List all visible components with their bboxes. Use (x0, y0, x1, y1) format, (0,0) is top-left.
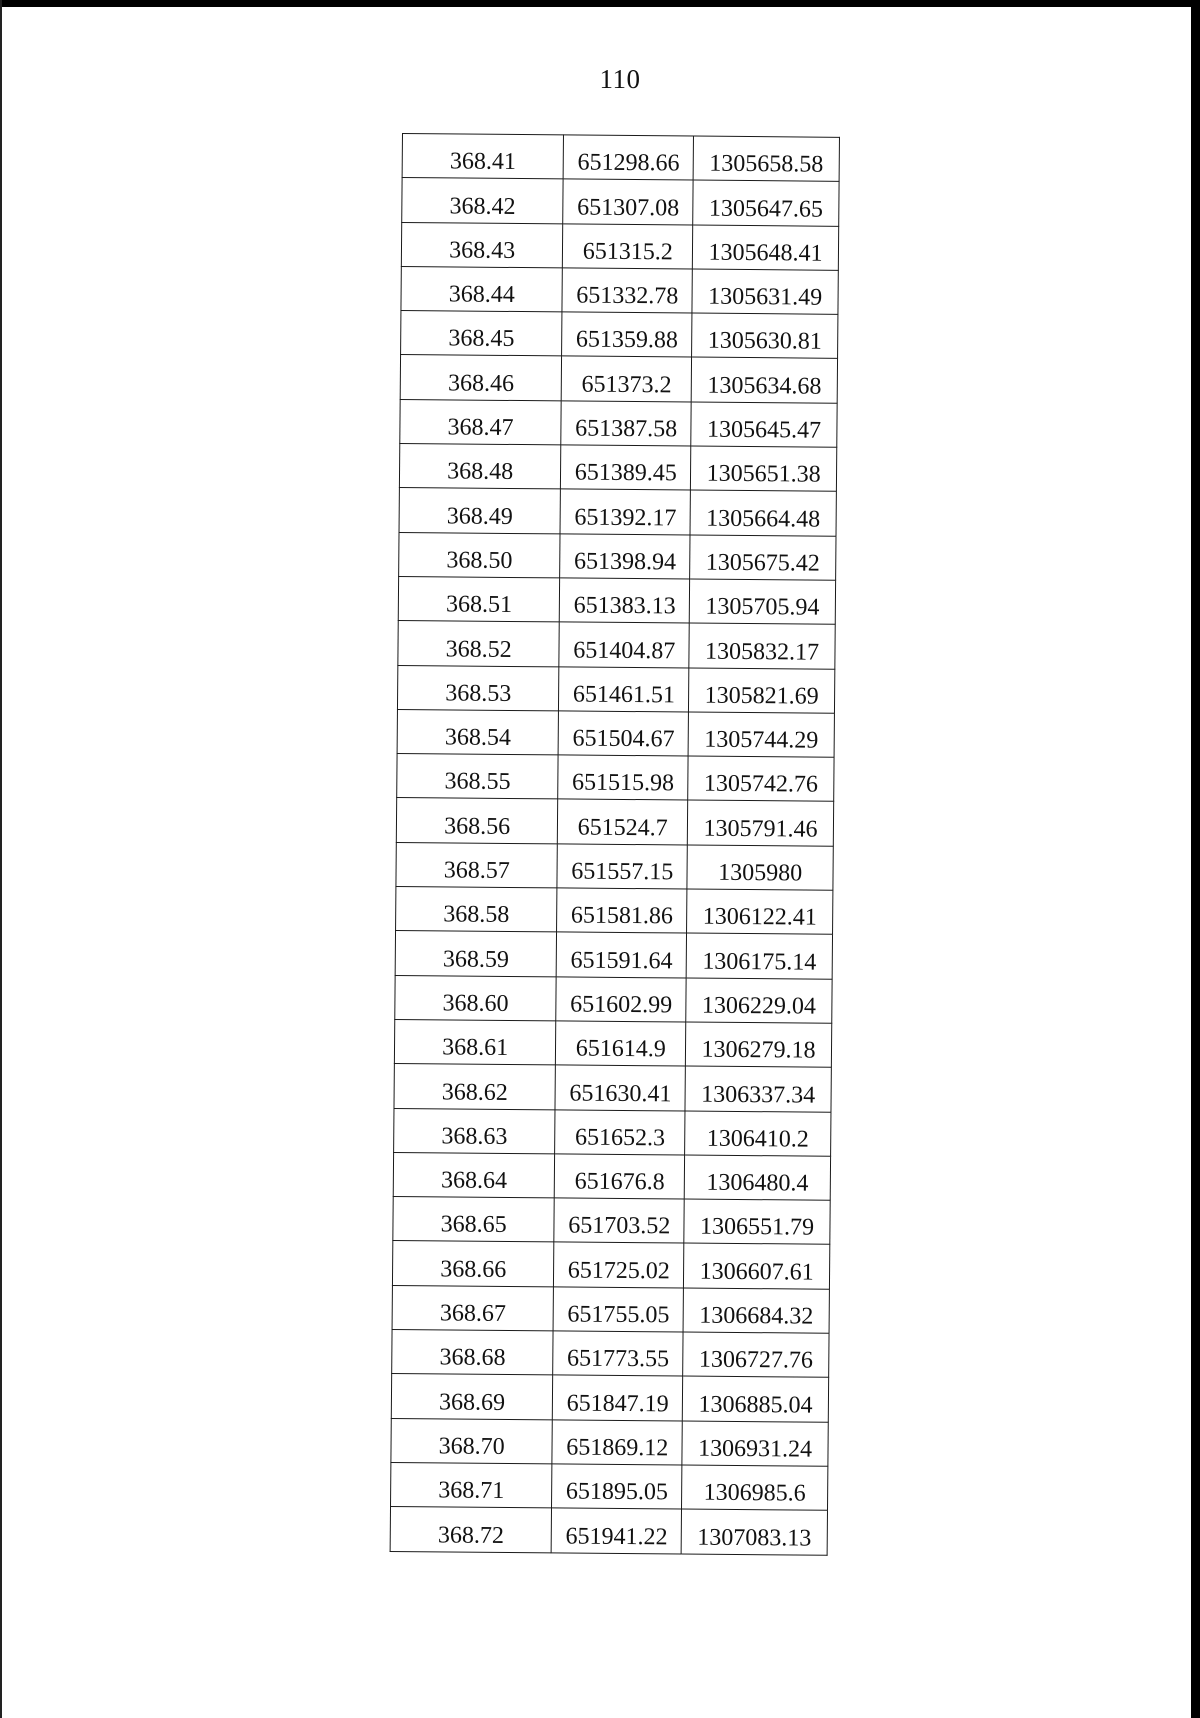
y-coordinate-cell: 1305675.42 (690, 535, 836, 581)
table-row (397, 665, 834, 713)
table-row (396, 887, 833, 935)
y-coordinate-cell: 1306931.24 (682, 1421, 828, 1467)
table-row (396, 798, 833, 846)
y-coordinate-cell: 1306410.2 (685, 1111, 831, 1157)
y-coordinate-cell: 1305630.81 (692, 313, 838, 359)
table-row (402, 134, 839, 182)
point-id-cell: 368.64 (393, 1152, 555, 1198)
point-id-cell: 368.54 (397, 709, 559, 755)
x-coordinate-cell: 651755.05 (553, 1287, 683, 1332)
table-row (400, 355, 837, 403)
y-coordinate-cell: 1306551.79 (684, 1199, 830, 1245)
y-coordinate-cell: 1305648.41 (693, 225, 839, 271)
y-coordinate-cell: 1305647.65 (693, 180, 839, 226)
table-row (392, 1285, 829, 1333)
point-id-cell: 368.46 (400, 355, 562, 401)
y-coordinate-cell: 1305658.58 (693, 136, 839, 182)
point-id-cell: 368.45 (401, 311, 563, 357)
table-row (400, 399, 837, 447)
table-row (393, 1197, 830, 1245)
y-coordinate-cell: 1306684.32 (683, 1288, 829, 1334)
table-row (394, 1019, 831, 1067)
y-coordinate-cell: 1305645.47 (691, 402, 837, 448)
x-coordinate-cell: 651389.45 (561, 445, 691, 490)
x-coordinate-cell: 651703.52 (554, 1198, 684, 1243)
coordinate-table (390, 133, 840, 1555)
y-coordinate-cell: 1305631.49 (692, 269, 838, 315)
table-row (401, 311, 838, 359)
x-coordinate-cell: 651461.51 (559, 666, 689, 711)
point-id-cell: 368.72 (390, 1507, 552, 1553)
point-id-cell: 368.41 (402, 134, 564, 180)
point-id-cell: 368.59 (395, 931, 557, 977)
table-row (394, 1064, 831, 1112)
point-id-cell: 368.68 (392, 1329, 554, 1375)
point-id-cell: 368.69 (391, 1374, 553, 1420)
scan-border-top (0, 0, 1200, 7)
point-id-cell: 368.48 (399, 444, 561, 490)
point-id-cell: 368.62 (394, 1064, 556, 1110)
point-id-cell: 368.52 (398, 621, 560, 667)
point-id-cell: 368.51 (398, 576, 560, 622)
x-coordinate-cell: 651332.78 (562, 268, 692, 313)
y-coordinate-cell: 1305705.94 (689, 579, 835, 625)
table-row (391, 1374, 828, 1422)
y-coordinate-cell: 1306175.14 (686, 933, 832, 979)
coordinate-table-body (390, 134, 839, 1555)
x-coordinate-cell: 651307.08 (563, 179, 693, 224)
point-id-cell: 368.43 (401, 222, 563, 268)
x-coordinate-cell: 651392.17 (560, 489, 690, 534)
point-id-cell: 368.65 (393, 1197, 555, 1243)
x-coordinate-cell: 651504.67 (558, 711, 688, 756)
x-coordinate-cell: 651515.98 (558, 755, 688, 800)
point-id-cell: 368.55 (397, 754, 559, 800)
x-coordinate-cell: 651602.99 (556, 977, 686, 1022)
x-coordinate-cell: 651652.3 (555, 1109, 685, 1154)
x-coordinate-cell: 651725.02 (554, 1242, 684, 1287)
y-coordinate-cell: 1306480.4 (684, 1155, 830, 1201)
table-row (392, 1241, 829, 1289)
x-coordinate-cell: 651387.58 (561, 401, 691, 446)
x-coordinate-cell: 651941.22 (551, 1508, 681, 1553)
point-id-cell: 368.47 (400, 399, 562, 445)
y-coordinate-cell: 1305821.69 (689, 668, 835, 714)
table-row (395, 975, 832, 1023)
y-coordinate-cell: 1305634.68 (691, 358, 837, 404)
table-row (401, 222, 838, 270)
table-row (401, 266, 838, 314)
table-row (394, 1108, 831, 1156)
scan-border-left (0, 0, 2, 1718)
table-row (399, 444, 836, 492)
point-id-cell: 368.71 (391, 1462, 553, 1508)
point-id-cell: 368.63 (394, 1108, 556, 1154)
point-id-cell: 368.49 (399, 488, 561, 534)
point-id-cell: 368.67 (392, 1285, 554, 1331)
table-row (399, 488, 836, 536)
y-coordinate-cell: 1305664.48 (690, 490, 836, 536)
point-id-cell: 368.44 (401, 266, 563, 312)
x-coordinate-cell: 651773.55 (553, 1331, 683, 1376)
table-row (392, 1329, 829, 1377)
x-coordinate-cell: 651614.9 (556, 1021, 686, 1066)
y-coordinate-cell: 1305742.76 (688, 756, 834, 802)
y-coordinate-cell: 1306122.41 (687, 889, 833, 935)
x-coordinate-cell: 651630.41 (555, 1065, 685, 1110)
point-id-cell: 368.66 (392, 1241, 554, 1287)
table-row (399, 532, 836, 580)
x-coordinate-cell: 651869.12 (552, 1419, 682, 1464)
table-row (398, 576, 835, 624)
x-coordinate-cell: 651404.87 (559, 622, 689, 667)
y-coordinate-cell: 1305791.46 (687, 800, 833, 846)
point-id-cell: 368.42 (402, 178, 564, 224)
table-row (395, 931, 832, 979)
table-row (402, 178, 839, 226)
x-coordinate-cell: 651315.2 (563, 224, 693, 269)
y-coordinate-cell: 1305744.29 (688, 712, 834, 758)
table-row (397, 709, 834, 757)
y-coordinate-cell: 1306985.6 (682, 1465, 828, 1511)
x-coordinate-cell: 651847.19 (553, 1375, 683, 1420)
x-coordinate-cell: 651524.7 (558, 799, 688, 844)
table-row (397, 754, 834, 802)
x-coordinate-cell: 651557.15 (557, 844, 687, 889)
point-id-cell: 368.50 (399, 532, 561, 578)
table-row (391, 1418, 828, 1466)
y-coordinate-cell: 1306337.34 (685, 1066, 831, 1112)
table-row (390, 1507, 827, 1555)
point-id-cell: 368.57 (396, 842, 558, 888)
x-coordinate-cell: 651581.86 (557, 888, 687, 933)
y-coordinate-cell: 1305651.38 (691, 446, 837, 492)
page-number: 110 (599, 64, 641, 94)
table-row (396, 842, 833, 890)
x-coordinate-cell: 651676.8 (555, 1154, 685, 1199)
x-coordinate-cell: 651398.94 (560, 534, 690, 579)
point-id-cell: 368.61 (394, 1019, 556, 1065)
x-coordinate-cell: 651591.64 (557, 932, 687, 977)
y-coordinate-cell: 1307083.13 (681, 1509, 827, 1555)
table-row (398, 621, 835, 669)
x-coordinate-cell: 651895.05 (552, 1464, 682, 1509)
y-coordinate-cell: 1306607.61 (684, 1243, 830, 1289)
table-row (393, 1152, 830, 1200)
point-id-cell: 368.60 (395, 975, 557, 1021)
y-coordinate-cell: 1305832.17 (689, 623, 835, 669)
y-coordinate-cell: 1306279.18 (686, 1022, 832, 1068)
x-coordinate-cell: 651359.88 (562, 312, 692, 357)
x-coordinate-cell: 651383.13 (560, 578, 690, 623)
y-coordinate-cell: 1306229.04 (686, 978, 832, 1024)
x-coordinate-cell: 651298.66 (563, 135, 693, 180)
scan-border-right (1191, 0, 1200, 1718)
point-id-cell: 368.70 (391, 1418, 553, 1464)
point-id-cell: 368.56 (396, 798, 558, 844)
table-row (391, 1462, 828, 1510)
y-coordinate-cell: 1306885.04 (682, 1376, 828, 1422)
x-coordinate-cell: 651373.2 (562, 356, 692, 401)
y-coordinate-cell: 1306727.76 (683, 1332, 829, 1378)
point-id-cell: 368.53 (397, 665, 559, 711)
point-id-cell: 368.58 (396, 887, 558, 933)
y-coordinate-cell: 1305980 (687, 845, 833, 891)
